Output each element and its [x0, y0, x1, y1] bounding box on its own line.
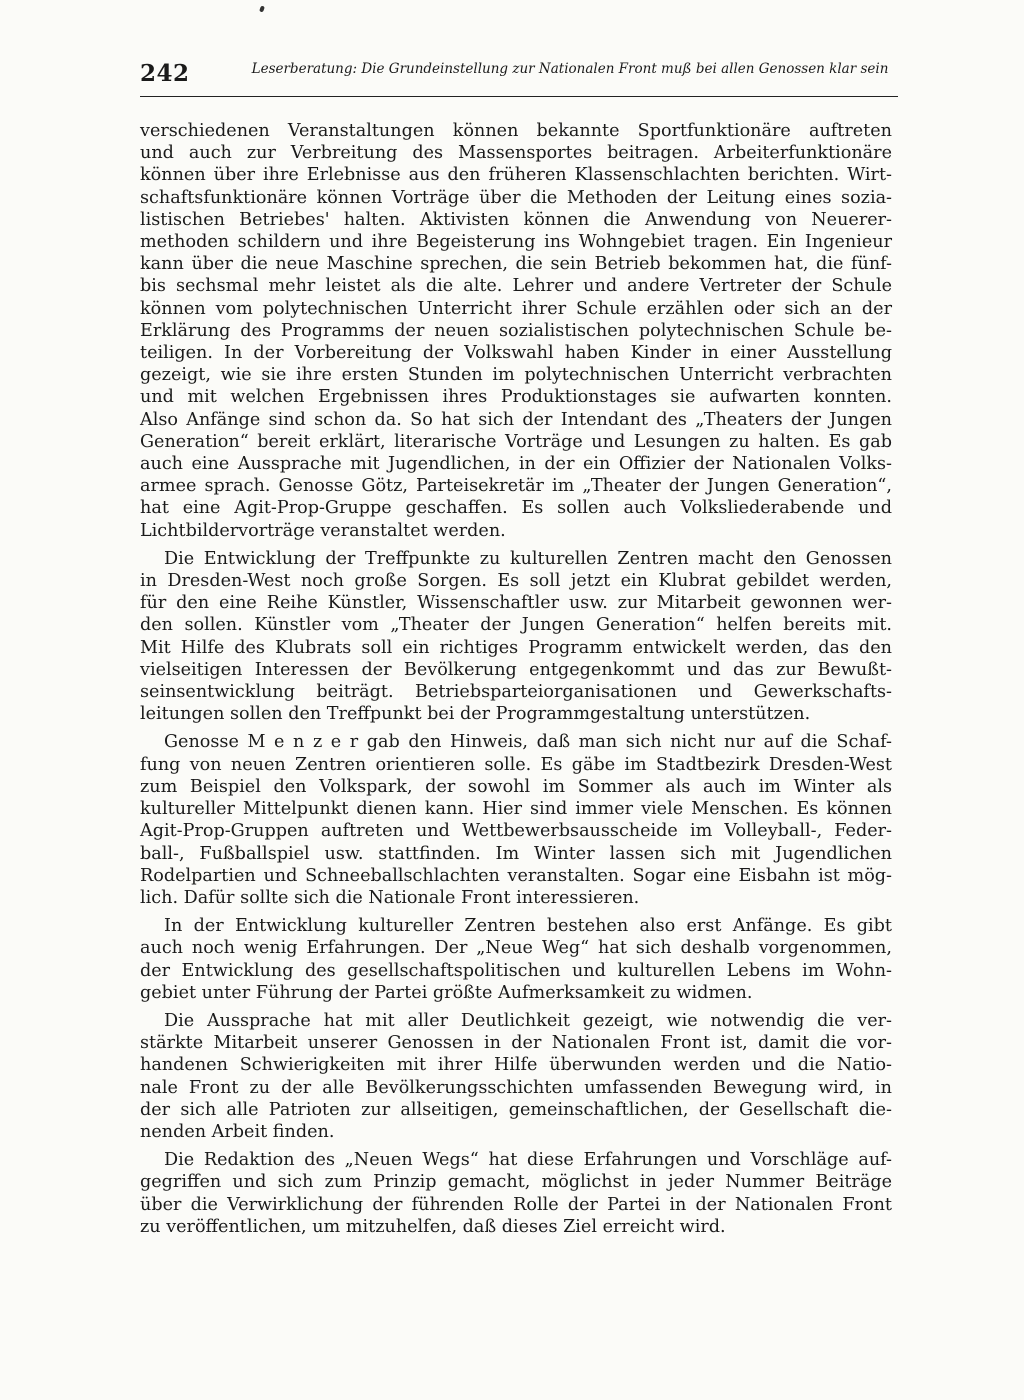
text-line: Mit Hilfe des Klubrats soll ein richtiges Programm entwickelt werden, das den [140, 637, 892, 658]
text-line: Lichtbildervorträge veranstaltet werden. [140, 520, 506, 541]
text-line: listischen Betriebes' halten. Aktivisten können die Anwendung von Neuerer- [140, 209, 892, 230]
text-line: auch eine Aussprache mit Jugendlichen, in der ein Offizier der Nationalen Volks- [140, 454, 892, 475]
text-line: Rodelpartien und Schneeballschlachten veranstalten. Sogar eine Eisbahn ist mög- [140, 865, 892, 886]
text-line: vielseitigen Interessen der Bevölkerung entgegenkommt und das zur Bewußt- [140, 659, 892, 680]
text-line: leitungen sollen den Treffpunkt bei der Programmgestaltung unterstützen. [140, 704, 811, 725]
text-line: Generation“ bereit erklärt, literarische Vorträge und Lesungen zu halten. Es gab [140, 431, 892, 452]
text-line: Agit-Prop-Gruppen auftreten und Wettbewerbsausscheide im Volleyball-, Feder- [140, 821, 892, 842]
text-line: gezeigt, wie sie ihre ersten Stunden im polytechnischen Unterricht verbrachten [140, 365, 892, 386]
text-line: auch noch wenig Erfahrungen. Der „Neue Weg“ hat sich deshalb vorgenommen, [140, 938, 892, 959]
body-text [140, 120, 892, 1244]
text-line: ball-, Fußballspiel usw. stattfinden. Im Winter lassen sich mit Jugendlichen [140, 843, 892, 864]
paragraph-1 [140, 120, 892, 542]
paragraph-5 [140, 1010, 892, 1143]
text-line: lich. Dafür sollte sich die Nationale Front interessieren. [140, 887, 640, 908]
text-line: der Entwicklung des gesellschaftspolitischen und kulturellen Lebens im Wohn- [140, 960, 892, 981]
text-line: nale Front zu der alle Bevölkerungsschichten umfassenden Bewegung wird, in [140, 1077, 892, 1098]
text-line: schaftsfunktionäre können Vorträge über die Methoden der Leitung eines sozia- [140, 187, 892, 208]
text-line: und auch zur Verbreitung des Massensportes beitragen. Arbeiterfunktionäre [140, 143, 892, 164]
text-line: verschiedenen Veranstaltungen können bekannte Sportfunktionäre auftreten [140, 121, 892, 141]
text-line: gebiet unter Führung der Partei größte Aufmerksamkeit zu widmen. [140, 982, 753, 1003]
text-line: in Dresden-West noch große Sorgen. Es soll jetzt ein Klubrat gebildet werden, [140, 571, 892, 592]
text-line: Erklärung des Programms der neuen sozialistischen polytechnischen Schule be- [140, 320, 892, 341]
text-line: kultureller Mittelpunkt dienen kann. Hier sind immer viele Menschen. Es können [140, 799, 892, 820]
paragraph-2 [140, 548, 892, 726]
text-line: können vom polytechnischen Unterricht ihrer Schule erzählen oder sich an der [140, 298, 892, 319]
text-line: teiligen. In der Vorbereitung der Volkswahl haben Kinder in einer Ausstellung [140, 343, 892, 364]
text-line: Die Entwicklung der Treffpunkte zu kulturellen Zentren macht den Genossen [164, 548, 892, 569]
text-line: handenen Schwierigkeiten mit ihrer Hilfe überwunden werden und die Natio- [140, 1055, 892, 1076]
text-line: den sollen. Künstler vom „Theater der Jungen Generation“ helfen bereits mit. [140, 615, 892, 636]
text-line: stärkte Mitarbeit unserer Genossen in der Nationalen Front ist, damit die vor- [140, 1033, 892, 1054]
text-line: können über ihre Erlebnisse aus den früheren Klassenschlachten berichten. Wirt- [140, 165, 892, 186]
text-line: zum Beispiel den Volkspark, der sowohl im Sommer als auch im Winter als [140, 776, 892, 797]
text-line: und mit welchen Ergebnissen ihres Produktionstages sie aufwarten konnten. [140, 387, 892, 408]
text-line: In der Entwicklung kultureller Zentren bestehen also erst Anfänge. Es gibt [164, 916, 892, 937]
text-line: fung von neuen Zentren orientieren solle. Es gäbe im Stadtbezirk Dresden-West [140, 754, 892, 775]
text-line: Genosse M e n z e r gab den Hinweis, daß man sich nicht nur auf die Schaf- [164, 732, 892, 753]
text-line: nenden Arbeit finden. [140, 1121, 335, 1142]
text-line: gegriffen und sich zum Prinzip gemacht, möglichst in jeder Nummer Beiträge [140, 1172, 892, 1193]
text-line: methoden schildern und ihre Begeisterung ins Wohngebiet tragen. Ein Ingenieur [140, 232, 892, 253]
page-number: 242 [140, 60, 190, 87]
ink-speck [259, 5, 265, 12]
text-line: seinsentwicklung beiträgt. Betriebsparteiorganisationen und Gewerkschafts- [140, 682, 892, 703]
page-header [140, 60, 898, 100]
text-line: Die Redaktion des „Neuen Wegs“ hat diese Erfahrungen und Vorschläge auf- [164, 1150, 892, 1171]
text-line: Die Aussprache hat mit aller Deutlichkeit gezeigt, wie notwendig die ver- [164, 1010, 892, 1031]
text-line: über die Verwirklichung der führenden Rolle der Partei in der Nationalen Front [140, 1194, 892, 1215]
text-line: bis sechsmal mehr leistet als die alte. Lehrer und andere Vertreter der Schule [140, 276, 892, 297]
text-line: armee sprach. Genosse Götz, Parteisekretär im „Theater der Jungen Generation“, [140, 476, 892, 497]
paragraph-3 [140, 731, 892, 909]
text-line: kann über die neue Maschine sprechen, die sein Betrieb bekommen hat, die fünf- [140, 254, 892, 275]
paragraph-4 [140, 915, 892, 1004]
text-line: hat eine Agit-Prop-Gruppe geschaffen. Es sollen auch Volksliederabende und [140, 498, 892, 519]
header-rule [140, 96, 898, 97]
paragraph-6 [140, 1149, 892, 1238]
text-line: der sich alle Patrioten zur allseitigen, gemeinschaftlichen, der Gesellschaft die- [140, 1099, 892, 1120]
text-line: Also Anfänge sind schon da. So hat sich der Intendant des „Theaters der Jungen [140, 409, 892, 430]
text-line: für den eine Reihe Künstler, Wissenschaftler usw. zur Mitarbeit gewonnen wer- [140, 593, 892, 614]
text-line: zu veröffentlichen, um mitzuhelfen, daß dieses Ziel erreicht wird. [140, 1216, 726, 1237]
running-title: Leserberatung: Die Grundeinstellung zur Nationalen Front muß bei allen Genossen klar sein [251, 61, 889, 77]
